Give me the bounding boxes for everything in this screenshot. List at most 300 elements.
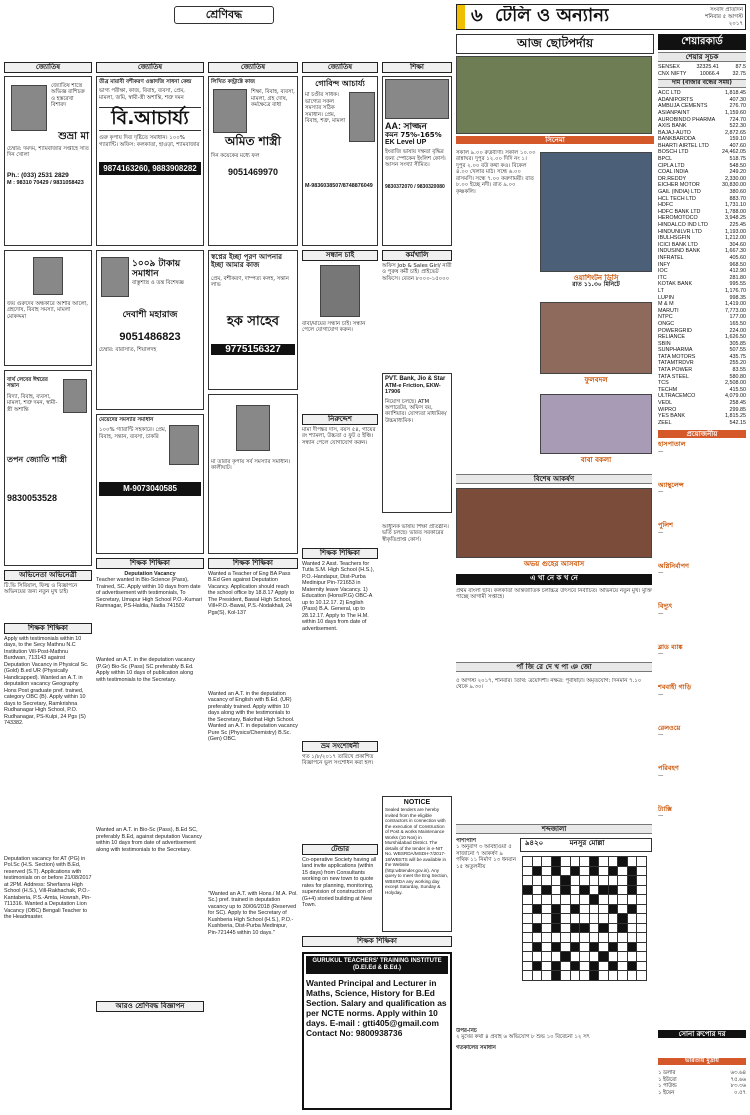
- teacher-wanted-3: Wanted a Teacher of Eng BA Pass B.Ed Gen against Deputation Vacancy. Application should reach the school office by 18.8.17 Apply to The President, Bawal High School, Vill+P.O.-Bawal, P.S.-Nodakhali, 24 Pgs(S), Kol-137: [208, 571, 295, 616]
- crossword-cell[interactable]: [542, 866, 552, 876]
- crossword-cell[interactable]: [599, 876, 609, 886]
- section-header-teacher-2: শিক্ষক শিক্ষিকা: [96, 558, 204, 569]
- astrologer-photo-5: [169, 425, 199, 465]
- jokes-text: ৫ আগস্ট ২০১৭, শনিবার। তিথি: ত্রয়োদশী। নক্ষত্র: পূর্বাষাঢ়া। অমৃতযোগ: দিনমান ৭.১০ থেকে ৯.৩০।: [456, 678, 642, 691]
- astro-ad-3-body: জয় গুরুদেব অন্ধকারে আশার আলো, গ্রহদোষ, বিবাহ সমস্যা, মামলা মোকদ্দমা: [7, 301, 88, 320]
- stock-row-cell: KOTAK BANK: [658, 281, 693, 288]
- crossword-cell[interactable]: [627, 866, 637, 876]
- crossword-cell[interactable]: [627, 923, 637, 933]
- section-header-jobs: কর্মখালি: [382, 250, 452, 261]
- crossword-cell[interactable]: [618, 923, 628, 933]
- stock-row-cell: 7,773.00: [725, 307, 746, 314]
- section-header-edu1: অভিনেতা অভিনেত্রী: [4, 570, 92, 581]
- crossword-cell[interactable]: [523, 857, 533, 867]
- crossword-cell[interactable]: [532, 857, 542, 867]
- crossword-cell[interactable]: [608, 942, 618, 952]
- crossword-cell[interactable]: [618, 914, 628, 924]
- astro-ad-2: [96, 76, 204, 246]
- crossword-cell[interactable]: [570, 923, 580, 933]
- crossword-cell[interactable]: [551, 866, 561, 876]
- astro-ad-2-name: বি.আচার্য্য: [99, 107, 201, 131]
- stock-row-cell: 305.85: [729, 340, 746, 347]
- show1-photo: [540, 152, 652, 272]
- crossword-cell[interactable]: [599, 933, 609, 943]
- crossword-cell[interactable]: [551, 961, 561, 971]
- stock-price-head: দাম (বাজার বন্ধের সময়): [658, 79, 746, 88]
- crossword-cell[interactable]: [608, 857, 618, 867]
- crossword-cell[interactable]: [618, 971, 628, 981]
- crossword-cell[interactable]: [561, 857, 571, 867]
- teacher-wanted-5: "Wanted an A.T. with Hons./ M.A. Pol. Sc.) pref. trained in deputation vacancy up to 30/06/2018 (Reserved for SC). Apply to the Secretary of Kushberia High School (H.S.), P.O.-Kushberia, Dist-Purba Medinipur, Pin-721445 within 10 days.": [208, 891, 298, 936]
- stock-row-cell: POWERGRID: [658, 327, 692, 334]
- crossword-cell[interactable]: [580, 923, 590, 933]
- fx-row-cell: ০.৫৭: [733, 1089, 746, 1096]
- crossword-cell[interactable]: [599, 866, 609, 876]
- stock-row-cell: 435.75: [729, 353, 746, 360]
- crossword-cell[interactable]: [551, 904, 561, 914]
- crossword-cell[interactable]: [542, 923, 552, 933]
- guide-item-title: পুলিশ: [658, 521, 673, 530]
- crossword-cell[interactable]: [561, 914, 571, 924]
- crossword-cell[interactable]: [627, 914, 637, 924]
- crossword-cell[interactable]: [589, 971, 599, 981]
- crossword-cell[interactable]: [637, 914, 647, 924]
- guide-item-title: অগ্নিনির্বাপণ: [658, 561, 689, 570]
- crossword-cell[interactable]: [523, 895, 533, 905]
- crossword-cell[interactable]: [532, 952, 542, 962]
- stock-row-cell: 522.30: [729, 123, 746, 130]
- crossword-cell[interactable]: [599, 857, 609, 867]
- crossword-cell[interactable]: [589, 866, 599, 876]
- crossword-cell[interactable]: [551, 952, 561, 962]
- crossword-cell[interactable]: [523, 961, 533, 971]
- crossword-cell[interactable]: [580, 914, 590, 924]
- paper-year: ২০১৭: [728, 21, 743, 27]
- crossword-cell[interactable]: [561, 933, 571, 943]
- stock-row-cell: 407.60: [729, 142, 746, 149]
- stock-row-cell: 304.60: [729, 241, 746, 248]
- crossword-cell[interactable]: [542, 885, 552, 895]
- crossword-cell[interactable]: [618, 904, 628, 914]
- stock-row-cell: TATA STEEL: [658, 373, 689, 380]
- crossword-cell[interactable]: [580, 866, 590, 876]
- crossword-cell[interactable]: [608, 885, 618, 895]
- stock-row-cell: IBULHSGFIN: [658, 235, 691, 242]
- crossword-cell[interactable]: [570, 961, 580, 971]
- jokes-bar: পাঁ জি রে দে খ পা ঞ জো: [456, 662, 652, 672]
- stock-row-cell: VEDL: [658, 400, 673, 407]
- astrologer-photo-2: [33, 257, 63, 295]
- crossword-cell[interactable]: [523, 942, 533, 952]
- crossword-cell[interactable]: [637, 857, 647, 867]
- crossword-cell[interactable]: [561, 904, 571, 914]
- crossword-cell[interactable]: [551, 895, 561, 905]
- stock-row-cell: TATA POWER: [658, 367, 693, 374]
- crossword-cell[interactable]: [580, 885, 590, 895]
- crossword-cell[interactable]: [532, 885, 542, 895]
- crossword-cell[interactable]: [561, 895, 571, 905]
- crossword-cell[interactable]: [570, 942, 580, 952]
- stock-row: [658, 275, 746, 282]
- stock-row: [658, 374, 746, 381]
- crossword-cell[interactable]: [570, 885, 580, 895]
- tutor-sub: কমন 75%-165%: [385, 131, 442, 140]
- crossword-cell[interactable]: [608, 876, 618, 886]
- stock-row: [658, 255, 746, 262]
- classified-title: শ্রেণিবদ্ধ: [174, 6, 274, 24]
- stock-row: [658, 321, 746, 328]
- crossword-cell[interactable]: [551, 942, 561, 952]
- stock-row: [658, 387, 746, 394]
- show2-caption: [540, 376, 652, 392]
- stock-row-cell: BANKBARODA: [658, 136, 696, 143]
- index-row-cell: 10066.4: [699, 70, 720, 77]
- crossword-cell[interactable]: [589, 885, 599, 895]
- astro-ad-4-phone: 9051469970: [227, 167, 279, 178]
- col2-classifieds: [96, 558, 204, 1110]
- stock-row: [658, 136, 746, 143]
- stock-row: [658, 341, 746, 348]
- astro-ad-6-name: হক সাহেব: [226, 313, 280, 329]
- page-header: [456, 4, 746, 30]
- astro-ad-7-head: বার্থ লেবের ঈশ্বরের সন্তান: [7, 377, 48, 390]
- astro-ad-9-body: মা তারার কৃপায় সর্ব সমস্যার সমাধান। কালীঘাট।: [211, 459, 291, 472]
- stock-row-cell: ITC: [658, 274, 667, 281]
- tutor-phone: 9830372070 / 9830320080: [385, 183, 445, 190]
- actor-ad: টি.ভি সিরিয়াল, ফিল্ম ও বিজ্ঞাপনে অভিনয়ের জন্য নতুন মুখ চাই।: [4, 583, 78, 596]
- crossword-cell[interactable]: [618, 885, 628, 895]
- crossword-cell[interactable]: [618, 876, 628, 886]
- crossword-cell[interactable]: [627, 933, 637, 943]
- crossword-cell[interactable]: [608, 933, 618, 943]
- guide-head: প্রয়োজনীয়: [658, 430, 746, 438]
- stock-row: [658, 97, 746, 104]
- crossword-cell[interactable]: [523, 876, 533, 886]
- crossword-cell[interactable]: [637, 885, 647, 895]
- crossword-cell[interactable]: [580, 857, 590, 867]
- crossword-cell[interactable]: [599, 942, 609, 952]
- fx-row-cell: ৬৩.৬৪: [730, 1070, 746, 1076]
- crossword-cell[interactable]: [561, 952, 571, 962]
- crossword-cell[interactable]: [561, 866, 571, 876]
- crossword-cell[interactable]: [608, 961, 618, 971]
- crossword-cell[interactable]: [599, 885, 609, 895]
- crossword-cell[interactable]: [599, 895, 609, 905]
- crossword-cell[interactable]: [542, 904, 552, 914]
- tv-hero-photo: [456, 56, 652, 134]
- crossword-cell[interactable]: [589, 942, 599, 952]
- crossword-cell[interactable]: [570, 952, 580, 962]
- crossword-cell[interactable]: [542, 942, 552, 952]
- crossword-cell[interactable]: [542, 961, 552, 971]
- crossword-cell[interactable]: [599, 961, 609, 971]
- crossword-cell[interactable]: [589, 933, 599, 943]
- crossword-cell[interactable]: [637, 866, 647, 876]
- index-row-cell: 87.5: [735, 64, 746, 71]
- crossword-cell[interactable]: [570, 895, 580, 905]
- astro-ad-1-mobile: M : 98310 70429 / 9831058423: [7, 179, 84, 186]
- astrologer-photo-3: [63, 379, 87, 413]
- crossword-cell[interactable]: [589, 914, 599, 924]
- across-label: পাশাপাশি: [456, 838, 476, 844]
- crossword-cell[interactable]: [551, 933, 561, 943]
- crossword-cell[interactable]: [580, 895, 590, 905]
- crossword-cell[interactable]: [637, 876, 647, 886]
- crossword-cell[interactable]: [589, 923, 599, 933]
- crossword-cell[interactable]: [580, 961, 590, 971]
- stock-row-cell: MARUTI: [658, 307, 679, 314]
- crossword-cell[interactable]: [570, 866, 580, 876]
- crossword-cell[interactable]: [580, 942, 590, 952]
- crossword-cell[interactable]: [561, 971, 571, 981]
- astro-ad-1-copy: জ্যোতিষ শাস্ত্রে অভিজ্ঞ রাশিচক্র ও হস্তরেখা বিশারদ: [51, 83, 85, 109]
- crossword-cell[interactable]: [542, 895, 552, 905]
- astro-ad-5-offer: ১০০৯ টাকায় সমাধান: [132, 259, 181, 280]
- stock-row-cell: 177.00: [729, 314, 746, 321]
- stock-row-cell: INFRATEL: [658, 254, 684, 261]
- stock-row-cell: 1,193.00: [725, 228, 746, 235]
- crossword-cell[interactable]: [589, 876, 599, 886]
- crossword-cell[interactable]: [637, 923, 647, 933]
- stock-row-cell: INDUSIND BANK: [658, 248, 701, 255]
- crossword-cell[interactable]: [637, 895, 647, 905]
- crossword-cell[interactable]: [523, 904, 533, 914]
- crossword-cell[interactable]: [637, 904, 647, 914]
- crossword-cell[interactable]: [570, 933, 580, 943]
- stock-row-cell: 724.70: [729, 116, 746, 123]
- crossword-cell[interactable]: [608, 952, 618, 962]
- astro-ad-5: [96, 250, 204, 410]
- crossword-cell[interactable]: [580, 876, 590, 886]
- crossword-cell[interactable]: [542, 971, 552, 981]
- astro-ad-7-phone: 9830053528: [7, 492, 58, 503]
- stock-row-cell: CIPLA LTD: [658, 162, 685, 169]
- crossword-cell[interactable]: [580, 952, 590, 962]
- crossword-cell[interactable]: [532, 933, 542, 943]
- crossword-cell[interactable]: [523, 952, 533, 962]
- crossword-cell[interactable]: [542, 933, 552, 943]
- stock-row: [658, 215, 746, 222]
- crossword-cell[interactable]: [627, 942, 637, 952]
- stock-row-cell: 258.45: [729, 400, 746, 407]
- astro-ad-2-body: ভাগ্য পরীক্ষা, কাজ, বিবাহ, ব্যবসা, প্রেম, মামলা, জমি, স্বামী-স্ত্রী অশান্তি, শত্রু দমন: [99, 88, 185, 101]
- col-header-1: জ্যোতিষ: [4, 62, 92, 73]
- stock-row: [658, 354, 746, 361]
- crossword-cell[interactable]: [580, 904, 590, 914]
- crossword-cell[interactable]: [589, 904, 599, 914]
- crossword-cell[interactable]: [599, 923, 609, 933]
- crossword-cell[interactable]: [523, 866, 533, 876]
- crossword-cell[interactable]: [542, 952, 552, 962]
- astro-ad-10-body: মা চণ্ডীর সাধক। ভাগ্যের সকল সমস্যার সঠিক সমাধান। প্রেম, বিবাহ, শত্রু, মামলা: [305, 92, 346, 125]
- crossword-cell[interactable]: [618, 857, 628, 867]
- crossword-cell[interactable]: [551, 857, 561, 867]
- crossword-cell[interactable]: [570, 857, 580, 867]
- crossword-cell[interactable]: [542, 876, 552, 886]
- guide-list: [658, 441, 746, 843]
- crossword-cell[interactable]: [570, 971, 580, 981]
- crossword-cell[interactable]: [599, 914, 609, 924]
- crossword-cell[interactable]: [599, 904, 609, 914]
- crossword-cell[interactable]: [532, 904, 542, 914]
- crossword-cell[interactable]: [532, 866, 542, 876]
- astrologer-photo: [11, 85, 47, 131]
- stock-row-cell: 405.60: [729, 254, 746, 261]
- stock-row-cell: AXIS BANK: [658, 123, 687, 130]
- crossword-cell[interactable]: [532, 914, 542, 924]
- guide-item-title: পরিবহণ: [658, 764, 679, 773]
- stock-row-cell: COAL INDIA: [658, 169, 689, 176]
- institute-ad: [382, 524, 452, 720]
- crossword-cell[interactable]: [551, 971, 561, 981]
- gurukul-title: GURUKUL TEACHERS' TRAINING INSTITUTE (D.El.Ed & B.Ed.): [306, 956, 448, 974]
- stock-row-cell: ICICI BANK LTD: [658, 241, 698, 248]
- astro-ad-4-head: লিখিত কন্ট্রাক্টে কাজ: [211, 79, 255, 85]
- guide-item-title: রেলওয়ে: [658, 723, 681, 732]
- stock-row-cell: 3,948.25: [725, 215, 746, 222]
- guide-item-lines: —: [658, 691, 664, 698]
- stock-row: [658, 143, 746, 150]
- crossword-grid[interactable]: [522, 856, 647, 981]
- crossword-cell[interactable]: [561, 876, 571, 886]
- fx-row: [658, 1090, 746, 1097]
- crossword-cell[interactable]: [618, 942, 628, 952]
- astro-ad-4-body: শিক্ষা, বিবাহ, ব্যবসা, মামলা, গ্রহ দোষ, কর্মক্ষেত্রে বাধা: [251, 89, 295, 109]
- stock-row: [658, 182, 746, 189]
- stock-row: [658, 314, 746, 321]
- crossword-cell[interactable]: [551, 914, 561, 924]
- crossword-cell[interactable]: [580, 933, 590, 943]
- astro-ad-1-name: শুভ্রা মা: [58, 131, 89, 142]
- crossword-cell[interactable]: [523, 971, 533, 981]
- crossword-cell[interactable]: [627, 971, 637, 981]
- crossword-cell[interactable]: [618, 866, 628, 876]
- crossword-cell[interactable]: [637, 961, 647, 971]
- crossword-cell[interactable]: [551, 876, 561, 886]
- notice-box: [382, 796, 452, 932]
- crossword-cell[interactable]: [561, 942, 571, 952]
- crossword-cell[interactable]: [570, 914, 580, 924]
- crossword-cell[interactable]: [551, 885, 561, 895]
- stock-row-cell: EICHER MOTOR: [658, 182, 700, 189]
- crossword-cell[interactable]: [589, 952, 599, 962]
- down-label: উপর-নিচ: [456, 1028, 477, 1034]
- crossword-cell[interactable]: [618, 895, 628, 905]
- crossword-cell[interactable]: [608, 923, 618, 933]
- crossword-cell[interactable]: [627, 952, 637, 962]
- crossword-cell[interactable]: [608, 971, 618, 981]
- crossword-cell[interactable]: [570, 876, 580, 886]
- crossword-cell[interactable]: [608, 895, 618, 905]
- now-bar: এ খা নে ক খ নে: [456, 574, 652, 585]
- crossword-cell[interactable]: [523, 914, 533, 924]
- missing-person-text: মামা দীপঙ্কর দাস, বয়স ৫৪, গায়ের রং শ্যামলা, উচ্চতা ৫ ফুট ৫ ইঞ্চি। সন্ধান পেলে যোগাযোগ করুন।: [302, 427, 376, 446]
- crossword-cell[interactable]: [523, 923, 533, 933]
- missing-text: বাবা/মায়ের সন্ধান চাই। সন্ধান পেলে যোগাযোগ করুন।: [302, 321, 366, 334]
- crossword-cell[interactable]: [542, 857, 552, 867]
- crossword-cell[interactable]: [561, 961, 571, 971]
- crossword-cell[interactable]: [580, 971, 590, 981]
- crossword-cell[interactable]: [561, 923, 571, 933]
- crossword-cell[interactable]: [532, 971, 542, 981]
- crossword-cell[interactable]: [627, 904, 637, 914]
- stock-row-cell: LUPIN: [658, 294, 674, 301]
- crossword-cell[interactable]: [627, 857, 637, 867]
- crossword-cell[interactable]: [599, 971, 609, 981]
- section-header-misc: আরও শ্রেণিবদ্ধ বিজ্ঞাপন: [96, 1001, 204, 1012]
- crossword-cell[interactable]: [627, 876, 637, 886]
- stock-row: [658, 156, 746, 163]
- crossword-cell[interactable]: [637, 942, 647, 952]
- crossword-cell[interactable]: [523, 933, 533, 943]
- crossword-cell[interactable]: [608, 904, 618, 914]
- guide-item-lines: —: [658, 732, 664, 739]
- crossword-cell[interactable]: [637, 933, 647, 943]
- stock-row-cell: 249.20: [729, 169, 746, 176]
- crossword-cell[interactable]: [561, 885, 571, 895]
- stock-row: [658, 288, 746, 295]
- guide-item-lines: —: [658, 772, 664, 779]
- fx-table: [658, 1070, 746, 1096]
- crossword-cell[interactable]: [627, 895, 637, 905]
- crossword-cell[interactable]: [637, 952, 647, 962]
- crossword-cell[interactable]: [532, 942, 542, 952]
- crossword-cell[interactable]: [637, 971, 647, 981]
- crossword-cell[interactable]: [627, 885, 637, 895]
- crossword-cell[interactable]: [599, 952, 609, 962]
- fx-row-cell: ১ ডলার: [658, 1070, 676, 1076]
- crossword-cell[interactable]: [608, 866, 618, 876]
- teacher-wanted-6: Wanted 2 Asst. Teachers for Tutla S.M. High School (H.S.), P.O.-Handapur, Dist-Purba Medinipur Pin-721653 in Maternity leave Vacancy. 1) Education (Hons/P.G) OBC-A up to 10.12.17. 2) English (Pass) B.A. General, up to 28.12.17. Apply to The H.M. within 10 days from date of advertisement.: [302, 561, 374, 632]
- astro-ad-10-phone: M-9836038507/8748876049: [305, 182, 373, 189]
- astro-ad-1: [4, 76, 92, 246]
- crossword-cell[interactable]: [618, 961, 628, 971]
- stock-row-cell: 276.70: [729, 103, 746, 110]
- stock-row: [658, 189, 746, 196]
- crossword-cell[interactable]: [570, 904, 580, 914]
- corrigendum-text: গত ১/৮/২০১৭ তারিখে প্রকাশিত বিজ্ঞাপনে ভুল সংশোধন করা হল।: [302, 754, 374, 767]
- crossword-cell[interactable]: [589, 857, 599, 867]
- stock-row-cell: SBIN: [658, 340, 671, 347]
- astro-ad-5-body2: চেম্বার: বারাসাত, শিয়ালদহ: [99, 347, 157, 354]
- index-row-cell: SENSEX: [658, 64, 680, 71]
- stock-row-cell: TATAMTRDVR: [658, 360, 694, 367]
- crossword-cell[interactable]: [618, 952, 628, 962]
- deputation-head: Deputation Vacancy: [124, 571, 176, 577]
- crossword-cell[interactable]: [627, 961, 637, 971]
- crossword-cell[interactable]: [532, 923, 542, 933]
- special-bar: [456, 474, 652, 486]
- special-caption: অভয় গুহের আসবাস: [523, 560, 585, 568]
- crossword-cell[interactable]: [608, 914, 618, 924]
- crossword-cell[interactable]: [589, 895, 599, 905]
- crossword-cell[interactable]: [589, 961, 599, 971]
- crossword-number: ৯৪২০: [525, 839, 544, 847]
- stock-row-cell: DR.REDDY: [658, 175, 687, 182]
- guide-item-title: ব্লাড ব্যাঙ্ক: [658, 642, 683, 651]
- crossword-cell[interactable]: [532, 961, 542, 971]
- stock-row-cell: HINDUNILVR LTD: [658, 228, 702, 235]
- crossword-cell[interactable]: [532, 876, 542, 886]
- crossword-cell[interactable]: [532, 895, 542, 905]
- crossword-cell[interactable]: [523, 885, 533, 895]
- crossword-cell[interactable]: [542, 914, 552, 924]
- col3-classifieds: [208, 558, 298, 1110]
- crossword-cell[interactable]: [551, 923, 561, 933]
- now-text: প্রথম বাংলা ছবি। কলকাতা আন্তর্জাতিক চলচ্চিত্র উৎসবে নির্বাচিত। অভিনয়ে নতুন মুখ। মুক্তি পাচ্ছে আগামী সপ্তাহে।: [456, 588, 652, 601]
- crossword-cell[interactable]: [618, 933, 628, 943]
- astro-ad-3: [4, 250, 92, 366]
